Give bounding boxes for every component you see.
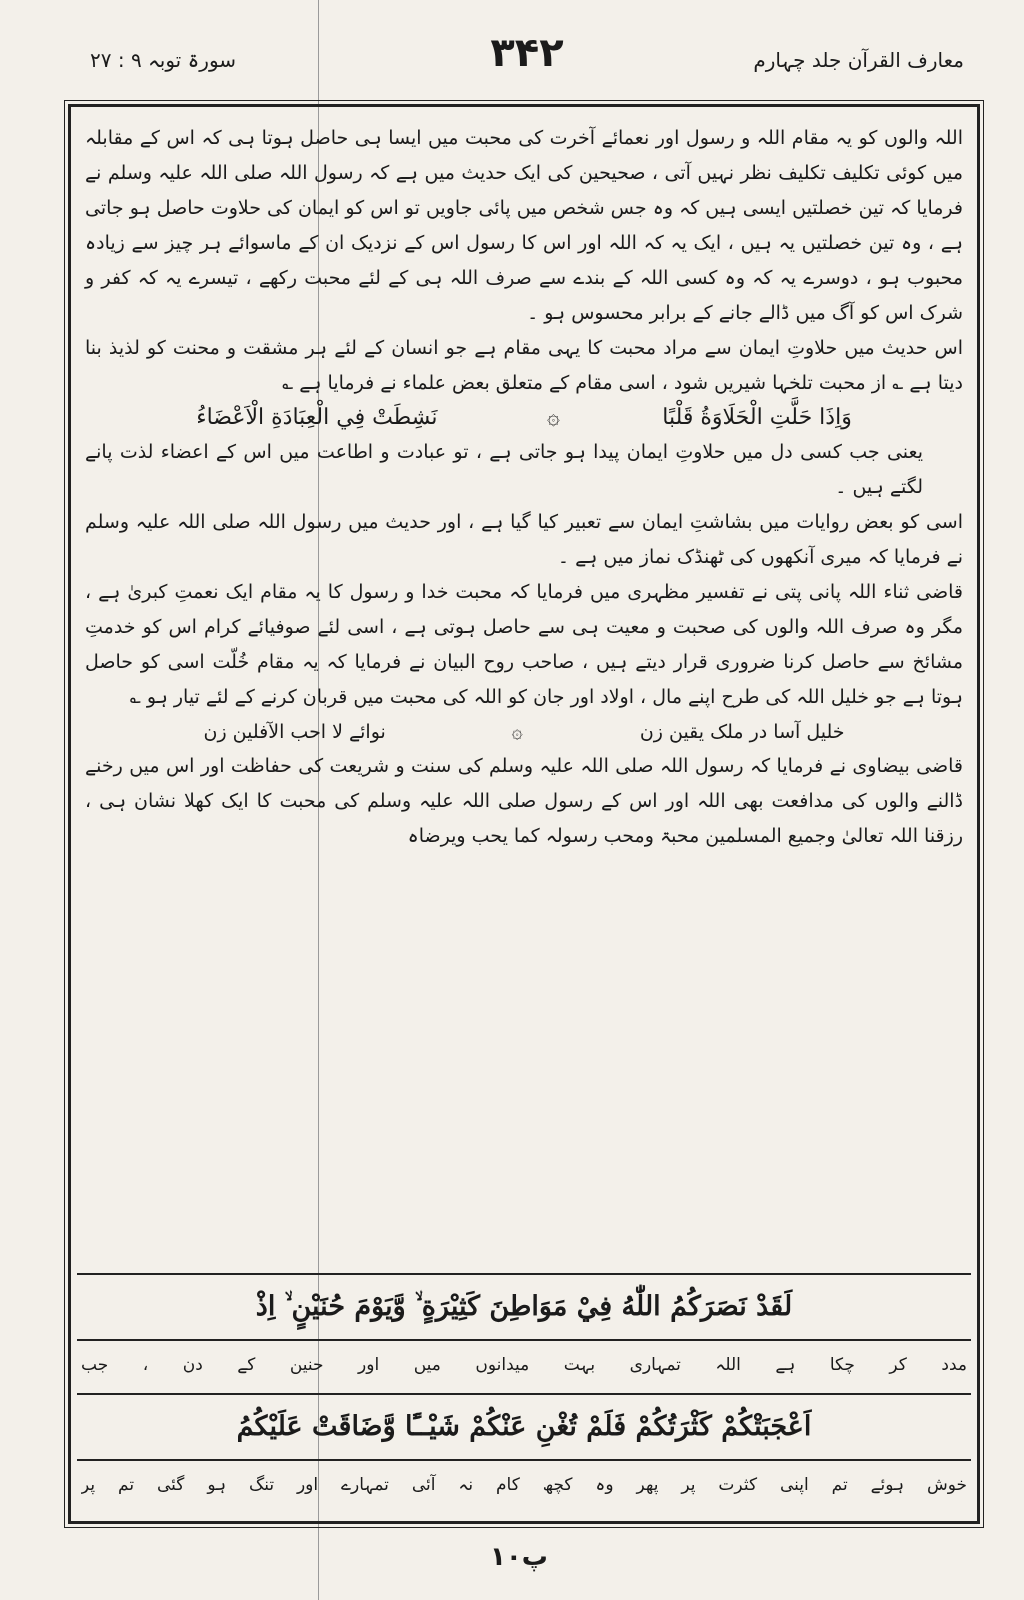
- paragraph-6: قاضی بیضاوی نے فرمایا کہ رسول اللہ صلی اللہ علیہ وسلم کی سنت و شریعت کی حفاظت اور اس میں رخنے ڈالنے والوں کی مدافعت بھی اللہ اور اس کے رسول صلی اللہ علیہ وسلم کی محبت کا ایک کھلا نشان ہی ، رزقنا اللہ تعالیٰ وجمیع المسلمین محبۃ ومحب رسولہ کما یحب ویرضاہ: [85, 755, 963, 847]
- paragraph-4: اسی کو بعض روایات میں بشاشتِ ایمان سے تعبیر کیا گیا ہے ، اور حدیث میں رسول اللہ صلی اللہ علیہ وسلم نے فرمایا کہ میری آنکھوں کی ٹھنڈک نماز میں ہے ۔: [85, 511, 963, 568]
- verse-1-translation: مدد کر چکا ہے اللہ تمہاری بہت میدانوں میں اور حنین کے دن ، جب: [81, 1355, 967, 1375]
- couplet-separator: ۞: [511, 721, 523, 743]
- couplet-line-1: خلیل آسا در ملک یقین زن: [639, 721, 845, 743]
- quran-verse-1: لَقَدْ نَصَرَكُمُ اللّٰهُ فِيْ مَوَاطِنَ كَثِيْرَةٍ ۙ وَّيَوْمَ حُنَيْنٍ ۙ اِذْ: [77, 1273, 971, 1341]
- book-title: معارف القرآن جلد چہارم: [753, 48, 964, 72]
- paragraph-5: قاضی ثناء اللہ پانی پتی نے تفسیر مظہری میں فرمایا کہ محبت خدا و رسول کا یہ مقام ایک نعمتِ کبریٰ ہے ، مگر وہ صرف اللہ والوں کی صحبت و معیت ہی سے حاصل ہوتی ہے ، اسی لئے صوفیائے کرام اس کو خدمتِ مشائخ سے حاصل کرنا ضروری قرار دیتے ہیں ، صاحب روح البیان نے فرمایا کہ یہ مقام خُلّت اسی کو حاصل ہوتا ہے جو خلیل اللہ کی طرح اپنے مال ، اولاد اور جان کو اللہ کی محبت میں قربان کرنے کے لئے تیار ہو ؎: [85, 581, 963, 708]
- footer-mark: پ۱۰: [490, 1542, 548, 1572]
- arabic-couplet: [85, 401, 963, 435]
- commentary-text: [85, 121, 963, 1261]
- page-number: ۳۴۲: [490, 30, 564, 76]
- quran-verse-2: اَعْجَبَتْكُمْ كَثْرَتُكُمْ فَلَمْ تُغْنِ عَنْكُمْ شَيْــًٔا وَّضَاقَتْ عَلَيْكُمُ: [77, 1393, 971, 1461]
- page-header: [90, 30, 964, 86]
- couplet-line-2: نوائے لا احب الآفلین زن: [203, 721, 386, 743]
- paragraph-1: اللہ والوں کو یہ مقام اللہ و رسول اور نعمائے آخرت کی محبت میں ایسا ہی حاصل ہوتا ہی کہ اس کے مقابلہ میں کوئی تکلیف تکلیف نظر نہیں آتی ، صحیحین کی ایک حدیث میں ہے کہ رسول اللہ صلی اللہ علیہ وسلم نے فرمایا کہ تین خصلتیں ایسی ہیں کہ وہ جس شخص میں پائی جاویں تو اس کو ایمان کی حلاوت حاصل ہو جاتی ہے ، وہ تین خصلتیں یہ ہیں ، ایک یہ کہ اللہ اور اس کا رسول اس کے نزدیک ان کے ماسوائے ہر چیز سے زیادہ محبوب ہو ، دوسرے یہ کہ وہ کسی اللہ کے بندے سے صرف اللہ ہی کے لئے محبت رکھے ، تیسرے یہ کہ کفر و شرک اس کو آگ میں ڈالے جانے کے برابر محسوس ہو ۔: [85, 127, 963, 324]
- couplet-separator: ۞: [546, 405, 560, 430]
- couplet-line-2: نَشِطَتْ فِي الْعِبَادَةِ الْاَعْضَاءُ: [196, 405, 438, 430]
- couplet-line-1: وَاِذَا حَلَّتِ الْحَلَاوَةُ قَلْبًا: [662, 405, 852, 430]
- surah-reference: سورۃ توبہ ۹ : ۲۷: [90, 48, 237, 72]
- verse-2-translation: خوش ہوئے تم اپنی کثرت پر پھر وہ کچھ کام نہ آئی تمہارے اور تنگ ہو گئی تم پر: [81, 1475, 967, 1495]
- paragraph-3: یعنی جب کسی دل میں حلاوتِ ایمان پیدا ہو جاتی ہے ، تو عبادت و اطاعت میں اس کے اعضاء لذت پانے لگتے ہیں ۔: [85, 441, 923, 498]
- persian-couplet: [85, 715, 963, 749]
- page-frame: [68, 104, 980, 1524]
- paragraph-2: اس حدیث میں حلاوتِ ایمان سے مراد محبت کا یہی مقام ہے جو انسان کے لئے ہر مشقت و محنت کو لذیذ بنا دیتا ہے ؎ از محبت تلخہا شیریں شود ، اسی مقام کے متعلق بعض علماء نے فرمایا ہے ؎: [85, 337, 963, 394]
